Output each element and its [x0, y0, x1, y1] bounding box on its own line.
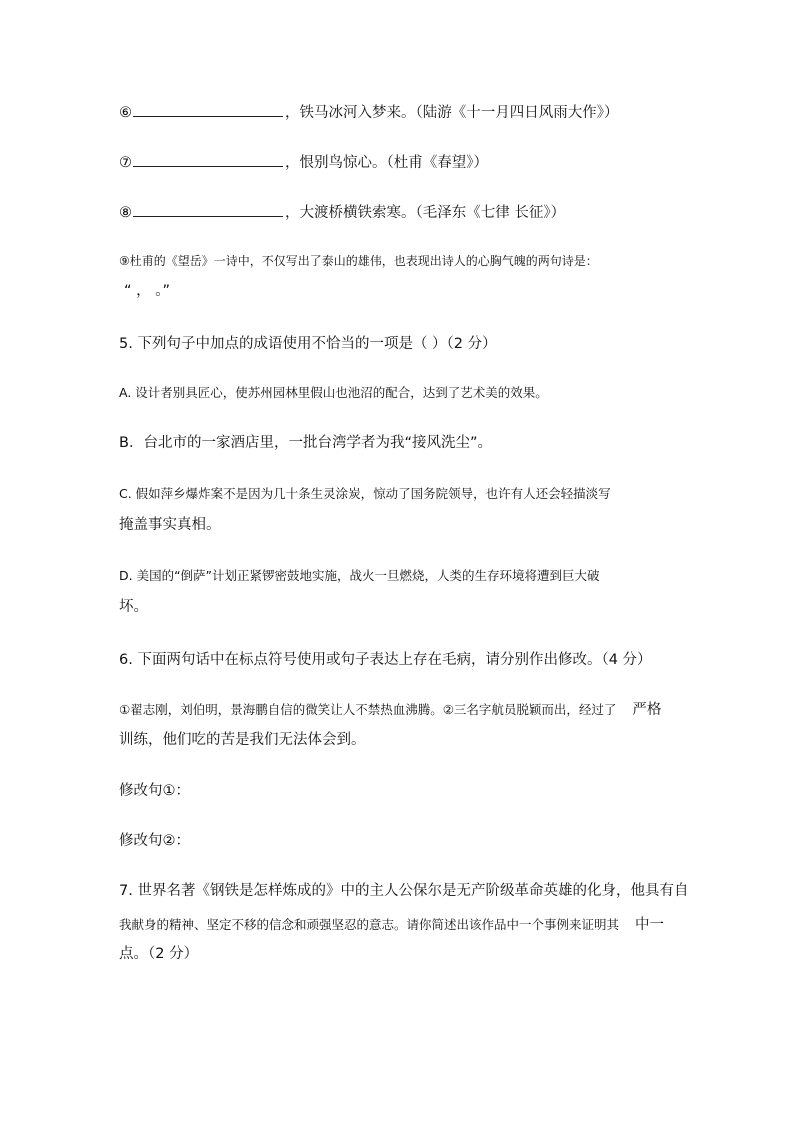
q5-option-b: B．台北市的一家酒店里，一批台湾学者为我“接风洗尘”。 — [119, 435, 492, 451]
q5-stem: 5. 下列句子中加点的成语使用不恰当的一项是（ ）（2 分） — [119, 336, 497, 352]
q5-option-c-line-2: 掩盖事实真相。 — [119, 517, 221, 533]
q9-line-1: ⑨杜甫的《望岳》一诗中，不仅写出了泰山的雄伟，也表现出诗人的心胸气魄的两句诗是： — [119, 254, 598, 268]
q6-line-1 — [119, 703, 661, 718]
q7-line-1: 7. 世界名著《钢铁是怎样炼成的》中的主人公保尔是无产阶级革命英雄的化身，他具有自 — [119, 883, 689, 899]
q6-line-2: 训练，他们吃的苦是我们无法体会到。 — [119, 732, 366, 748]
poem-line-8 — [119, 204, 565, 221]
poem-number: ⑥ — [119, 105, 132, 121]
q7-line-2 — [119, 918, 664, 933]
answer-blank[interactable] — [133, 104, 283, 117]
answer-blank[interactable] — [133, 204, 283, 217]
poem-number: ⑧ — [119, 205, 132, 221]
poem-number: ⑦ — [119, 155, 132, 171]
answer-blank[interactable] — [133, 154, 283, 167]
q6-stem: 6. 下面两句话中在标点符号使用或句子表达上存在毛病，请分别作出修改。（4 分） — [119, 652, 652, 668]
q7-line-2-text: 我献身的精神、坚定不移的信念和顽强坚忍的意志。请你简述出该作品中一个事例来证明其 — [119, 917, 620, 932]
poem-line-6 — [119, 104, 619, 121]
poem-line-7 — [119, 154, 488, 171]
q5-option-d-line-2: 坏。 — [119, 599, 148, 615]
poem-text: ，大渡桥横铁索寒。（毛泽东《七律 长征》） — [285, 205, 566, 221]
q6-line-1-text: ①翟志刚，刘伯明，景海鹏自信的微笑让人不禁热血沸腾。②三名字航员脱颖而出，经过了 — [119, 702, 617, 717]
q7-line-3: 点。（2 分） — [119, 946, 199, 962]
poem-text: ，铁马冰河入梦来。（陆游《十一月四日风雨大作》） — [285, 105, 619, 121]
q7-line-2-tail: 中一 — [635, 917, 665, 933]
poem-text: ，恨别鸟惊心。（杜甫《春望》） — [285, 155, 488, 171]
q5-option-a: A. 设计者别具匠心，使苏州园林里假山也池沼的配合，达到了艺术美的效果。 — [119, 385, 548, 400]
q6-fix-1: 修改句①： — [119, 783, 190, 799]
q5-option-c-line-1: C. 假如萍乡爆炸案不是因为几十条生灵涂炭，惊动了国务院领导，也许有人还会轻描淡写 — [119, 486, 611, 501]
q6-fix-2: 修改句②： — [119, 833, 190, 849]
q6-line-1-tail: 严格 — [632, 702, 662, 718]
q5-option-d-line-1: D. 美国的“倒萨”计划正紧锣密鼓地实施，战火一旦燃烧，人类的生存环境将遭到巨大破 — [119, 568, 600, 583]
q9-line-2: “ ， 。” — [124, 283, 170, 299]
